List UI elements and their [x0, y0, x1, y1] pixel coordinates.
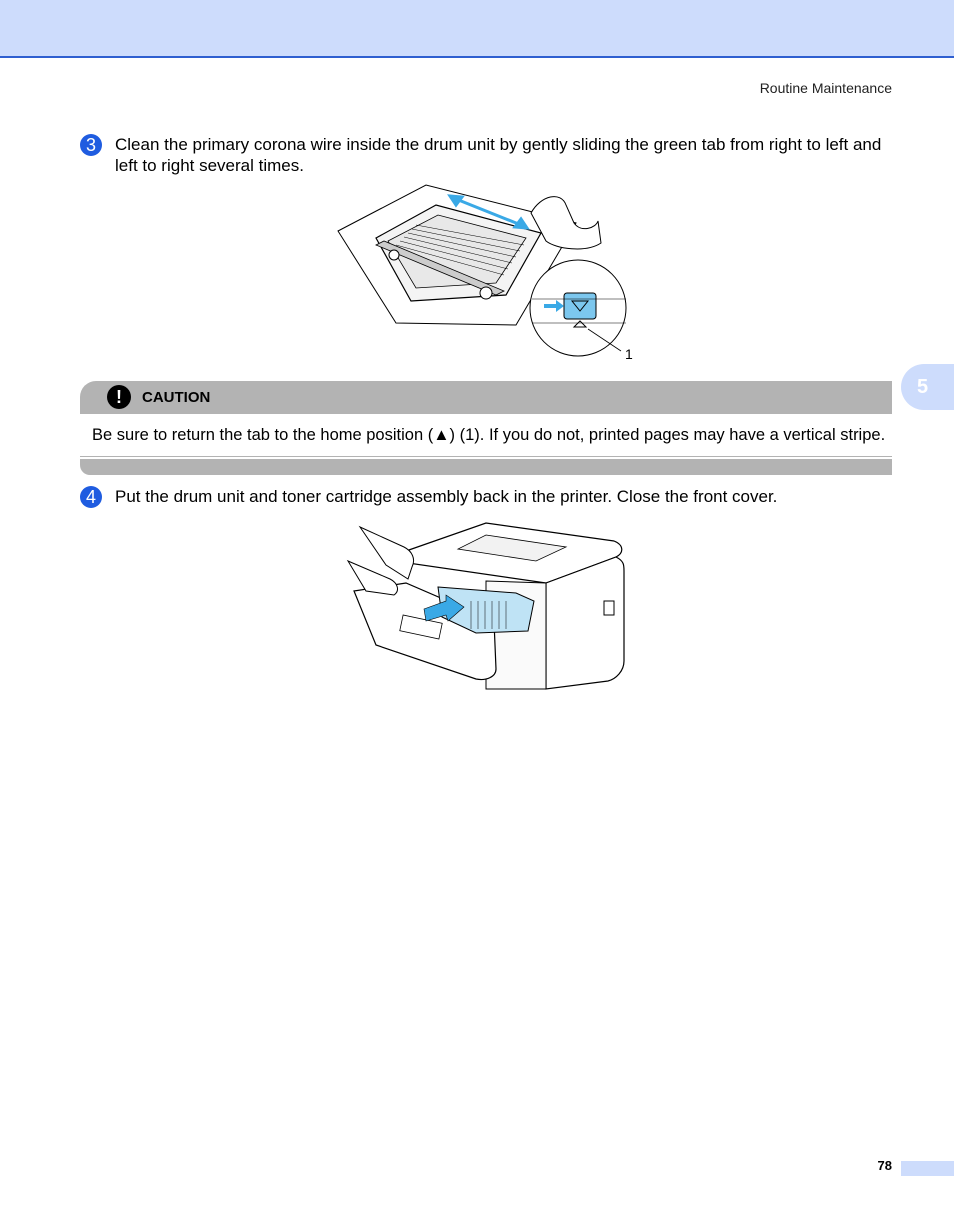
drum-unit-cleaning-illustration	[336, 183, 636, 368]
caution-divider	[80, 456, 892, 457]
drum-unit-drawing	[336, 183, 636, 368]
printer-reinstall-illustration	[346, 521, 628, 696]
caution-footer-bar	[80, 459, 892, 475]
page-number: 78	[877, 1158, 892, 1173]
running-head: Routine Maintenance	[759, 80, 892, 96]
step-number-badge: 4	[80, 486, 102, 508]
footer-band	[901, 1161, 954, 1176]
step-4	[80, 486, 892, 507]
step-text: Clean the primary corona wire inside the drum unit by gently sliding the green tab from right to left and left to right several times.	[115, 135, 882, 175]
caution-header-bar	[80, 381, 892, 414]
top-header-band	[0, 0, 954, 58]
step-number-badge: 3	[80, 134, 102, 156]
step-3	[80, 134, 892, 176]
callout-label: 1	[625, 346, 633, 362]
exclamation-icon: !	[107, 385, 131, 409]
step-text: Put the drum unit and toner cartridge assembly back in the printer. Close the front cover.	[115, 487, 778, 506]
caution-text: Be sure to return the tab to the home position (▲) (1). If you do not, printed pages may have a vertical stripe.	[92, 426, 886, 444]
printer-drawing	[346, 521, 628, 696]
chapter-tab: 5	[901, 364, 954, 410]
caution-label: CAUTION	[142, 389, 211, 406]
